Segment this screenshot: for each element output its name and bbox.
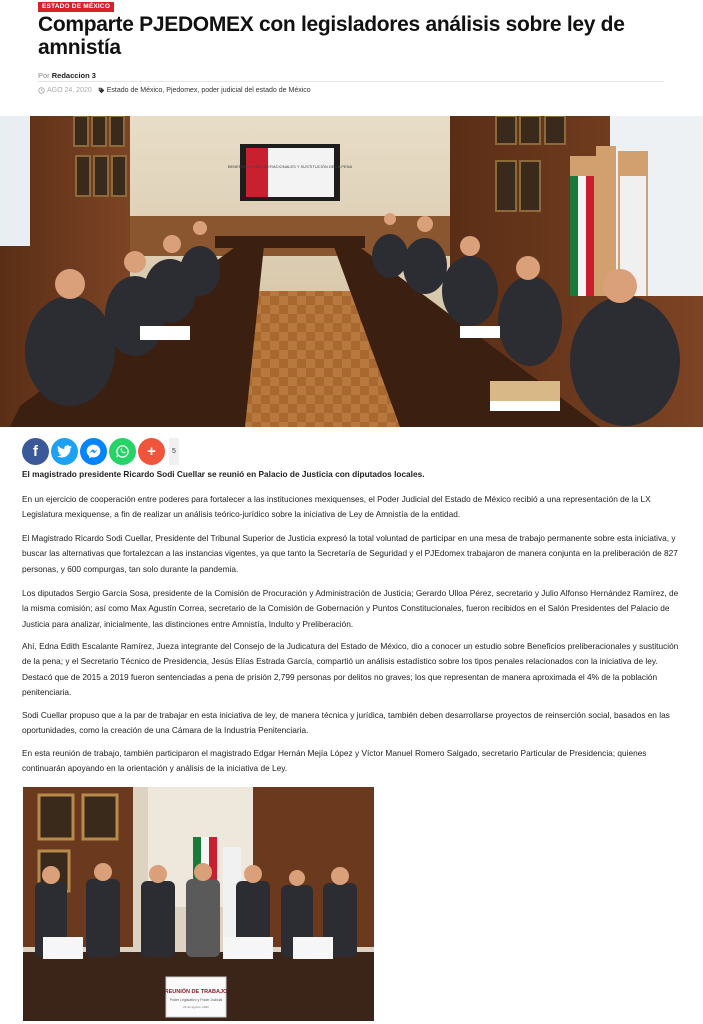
date-text: AGO 24, 2020 <box>47 87 92 94</box>
messenger-share-button[interactable] <box>80 438 107 465</box>
meeting-room-photo <box>0 116 703 427</box>
hero-image <box>0 116 703 427</box>
facebook-share-button[interactable] <box>22 438 49 465</box>
banner-subtitle: Poder Legislativo y Poder Judicial <box>169 998 223 1002</box>
article-paragraph: Ahí, Edna Edith Escalante Ramírez, Jueza integrante del Consejo de la Judicatura del Estado de México, dio a conocer un estudio sobre Beneficios preliberacionales y sustitución de la pena; y el Secretario Técnico de Presidencia, Jesús Elías Estrada García, compartió un análisis estadístico sobre los tipos penales relacionados con la iniciativa de ley. Destacó que de 2015 a 2019 fueron sentenciadas a pena de prisión 2,799 personas por delitos no graves; los que representan de manera aproximada el 4% de la población penitenciaria. <box>22 641 679 698</box>
whatsapp-icon <box>115 444 130 459</box>
twitter-icon <box>57 445 72 458</box>
author-link[interactable]: Redaccion 3 <box>51 71 96 80</box>
byline-prefix: Por <box>38 71 50 80</box>
article-title: Comparte PJEDOMEX con legisladores análisis sobre ley de amnistía <box>38 13 625 59</box>
article-lead: El magistrado presidente Ricardo Sodi Cuellar se reunió en Palacio de Justicia con diputados locales. <box>22 469 425 479</box>
share-bar <box>22 438 179 465</box>
clock-icon <box>38 87 45 94</box>
article-paragraph: El Magistrado Ricardo Sodi Cuellar, Presidente del Tribunal Superior de Justicia expresó la total voluntad de participar en una mesa de trabajo permanente sobre esta iniciativa, y buscar las alternativas que fortalezcan a las instancias vigentes, ya que tanto la Secretaría de Seguridad y el PJEdomex trabajaron de manera conjunta en la preliberación de 827 personas, y 600 compurgas, tan solo durante la pandemia. <box>22 533 678 574</box>
article-paragraph: Los diputados Sergio García Sosa, presidente de la Comisión de Procuración y Administración de Justicia; Gerardo Ulloa Pérez, secretario y Julio Alfonso Hernández Ramírez, de la misma comisión; así como Max Agustín Correa, secretario de la Comisión de Gobernación y Puntos Constitucionales, fueron recibidos en el Salón Presidentes del Palacio de Justicia para analizar, inicialmente, las distinciones entre Amnistía, Indulto y Preliberación. <box>22 588 679 629</box>
share-count: 5 <box>169 438 179 465</box>
post-date <box>38 87 92 94</box>
category-badge[interactable]: ESTADO DE MÉXICO <box>38 2 114 12</box>
more-icon: + <box>147 443 156 460</box>
byline <box>38 71 96 80</box>
article-paragraph: En un ejercicio de cooperación entre poderes para fortalecer a las instituciones mexiquenses, el Poder Judicial del Estado de México recibió a una representación de la LX Legislatura mexiquense, a fin de realizar un análisis teórico-jurídico sobre la iniciativa de Ley de Amnistía de la entidad. <box>22 494 651 520</box>
article-paragraph: Sodi Cuellar propuso que a la par de trabajar en esta iniciativa de ley, de manera técnica y jurídica, también deben desarrollarse proyectos de reinserción social, basados en las oportunidades, como la creación de una Cámara de la Industria Penitenciaria. <box>22 710 670 736</box>
article-paragraph: En esta reunión de trabajo, también participaron el magistrado Edgar Hernán Mejía López y Víctor Manuel Romero Salgado, secretario Particular de Presidencia; quienes continuarán apoyando en la orientación y análisis de la iniciativa de Ley. <box>22 748 647 774</box>
group-photo <box>23 787 374 1021</box>
post-meta <box>38 87 311 94</box>
post-tags <box>98 87 311 94</box>
facebook-icon: f <box>33 443 38 460</box>
screen-text: BENEFICIOS PRELIBERACIONALES Y SUSTITUCIÓN DE LA PENA <box>227 164 353 169</box>
banner-title: REUNIÓN DE TRABAJO <box>164 989 228 995</box>
more-share-button[interactable] <box>138 438 165 465</box>
divider <box>38 81 664 82</box>
messenger-icon <box>86 444 101 459</box>
tag-icon <box>98 87 105 94</box>
twitter-share-button[interactable] <box>51 438 78 465</box>
whatsapp-share-button[interactable] <box>109 438 136 465</box>
banner-date: 24 de agosto, 2020 <box>183 1005 209 1009</box>
tags-text[interactable]: Estado de México, Pjedomex, poder judicial del estado de México <box>106 87 311 94</box>
group-image <box>23 787 374 1021</box>
